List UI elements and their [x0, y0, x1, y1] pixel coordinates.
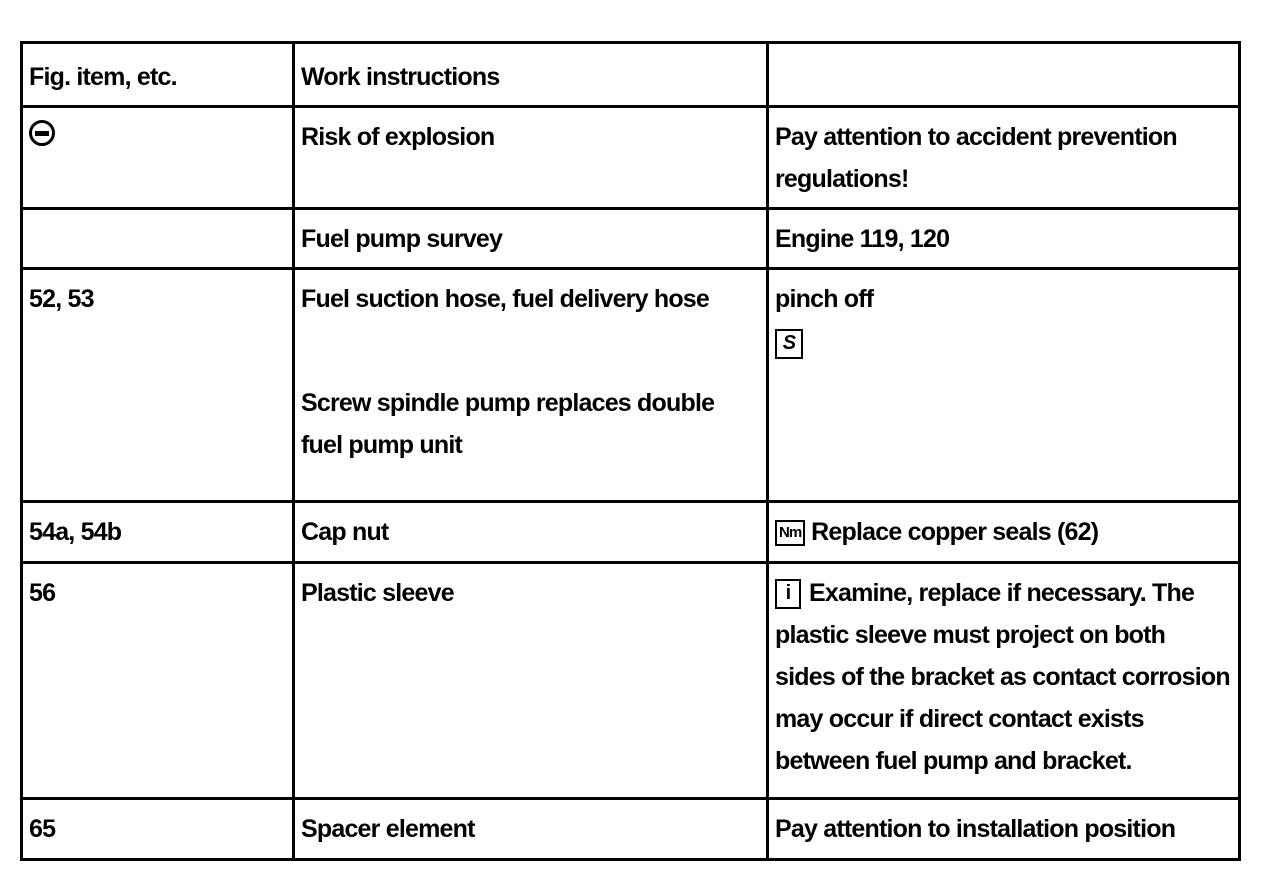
header-work-instructions: Work instructions: [294, 43, 768, 107]
header-fig-item: Fig. item, etc.: [22, 43, 294, 107]
item-cell: [22, 107, 294, 209]
table-row: [22, 269, 1240, 502]
table-row: [22, 563, 1240, 799]
torque-nm-icon: Nm: [775, 520, 805, 546]
table-row: [22, 209, 1240, 269]
item-cell: 54a, 54b: [22, 502, 294, 563]
instruction-text: Fuel suction hose, fuel delivery hose: [301, 285, 710, 313]
instruction-cell: Spacer element: [294, 799, 768, 860]
table-row: [22, 502, 1240, 563]
instruction-cell: Fuel pump survey: [294, 209, 768, 269]
special-tool-icon: S: [775, 329, 803, 359]
item-cell: 65: [22, 799, 294, 860]
table-row: [22, 107, 1240, 209]
instruction-cell: Plastic sleeve: [294, 563, 768, 799]
table-row: [22, 799, 1240, 860]
table-header-row: [22, 43, 1240, 107]
note-cell: [768, 563, 1240, 799]
info-icon: i: [775, 579, 801, 609]
instruction-cell: [294, 269, 768, 502]
note-cell: [768, 502, 1240, 563]
instruction-text-secondary: Screw spindle pump replaces double fuel pump unit: [301, 389, 715, 459]
note-cell: Engine 119, 120: [768, 209, 1240, 269]
explosion-hazard-icon: [29, 120, 55, 146]
note-cell: Pay attention to accident prevention regulations!: [768, 107, 1240, 209]
item-cell: 52, 53: [22, 269, 294, 502]
note-text: Replace copper seals (62): [811, 518, 1099, 546]
note-cell: [768, 269, 1240, 502]
instruction-cell: Risk of explosion: [294, 107, 768, 209]
instruction-cell: Cap nut: [294, 502, 768, 563]
header-notes: [768, 43, 1240, 107]
note-text: pinch off: [775, 285, 874, 313]
note-text: Examine, replace if necessary. The plastic sleeve must project on both sides of the bracket as contact corrosion may occur if direct contact exists between fuel pump and bracket.: [775, 579, 1230, 775]
work-instructions-table: [20, 41, 1241, 861]
item-cell: [22, 209, 294, 269]
note-cell: Pay attention to installation position: [768, 799, 1240, 860]
item-cell: 56: [22, 563, 294, 799]
